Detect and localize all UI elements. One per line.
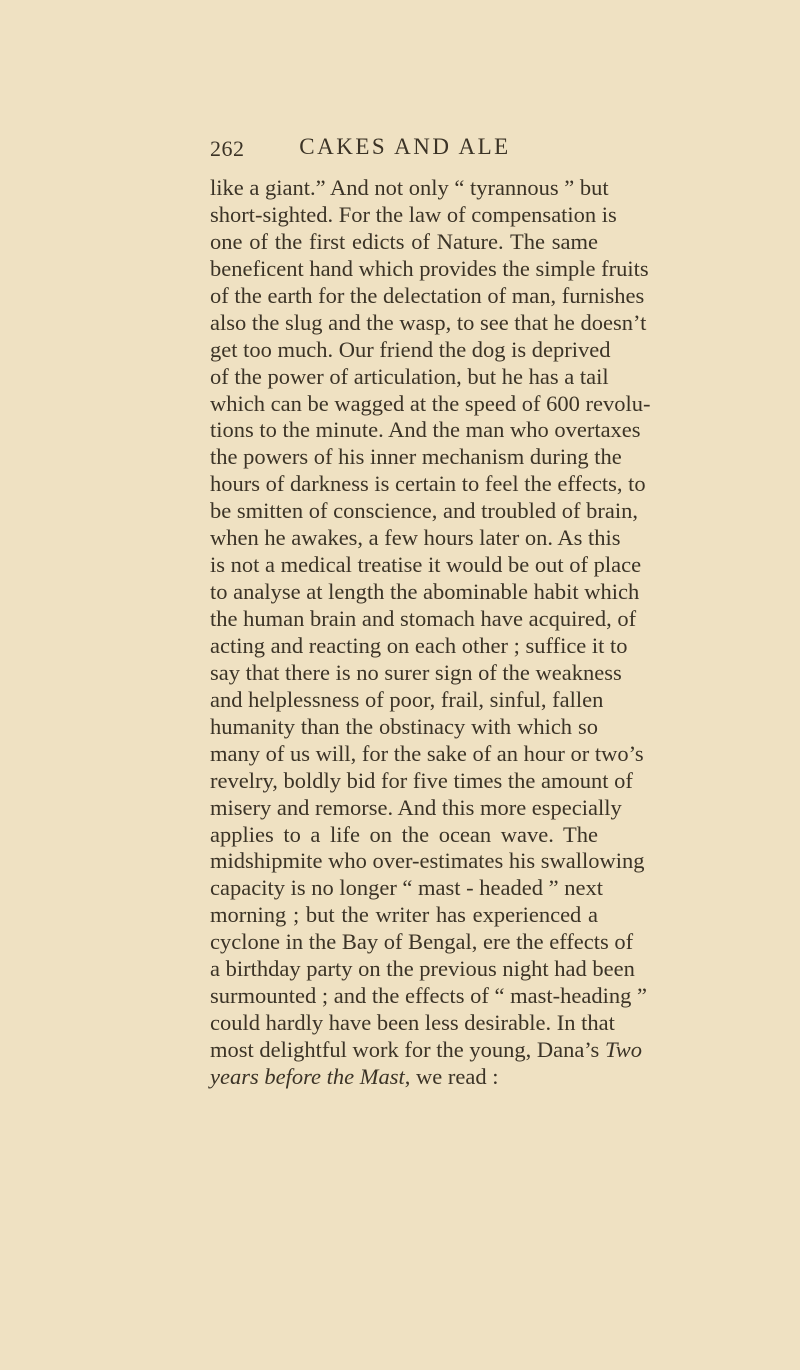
text-line: beneficent hand which provides the simple fruits xyxy=(210,255,649,281)
text-line: short-sighted. For the law of compensation is xyxy=(210,201,617,227)
book-title: years before the Mast xyxy=(210,1063,405,1089)
text-line: midshipmite who over-estimates his swallowing xyxy=(210,848,645,874)
text-line: the human brain and stomach have acquired, of xyxy=(210,606,637,631)
text-line: acting and reacting on each other ; suffice it to xyxy=(210,632,628,658)
book-title-fragment: Two xyxy=(599,1037,643,1062)
text-line: of the power of articulation, but he has a tail xyxy=(210,363,609,389)
text-line: surmounted ; and the effects of “ mast-heading ” xyxy=(210,983,647,1009)
text-line: get too much. Our friend the dog is deprived xyxy=(210,336,611,362)
text-line: which can be wagged at the speed of 600 revolu- xyxy=(210,390,651,416)
text-line: misery and remorse. And this more especially xyxy=(210,794,622,820)
text-line: revelry, boldly bid for five times the amount of xyxy=(210,767,633,793)
text-line: could hardly have been less desirable. In that xyxy=(210,1010,615,1036)
text-line: tions to the minute. And the man who overtaxes xyxy=(210,417,641,443)
text-line: one of the first edicts of Nature. The same xyxy=(210,228,598,254)
text-line: to analyse at length the abominable habit which xyxy=(210,579,640,605)
text-line: the powers of his inner mechanism during the xyxy=(210,444,622,470)
text-line: morning ; but the writer has experienced a xyxy=(210,902,598,928)
text-line: like a giant.” And not only “ tyrannous ” but xyxy=(210,175,609,200)
final-text-line xyxy=(210,1064,598,1091)
text-line: humanity than the obstinacy with which so xyxy=(210,713,598,739)
running-title: CAKES AND ALE xyxy=(299,134,511,159)
text-line: is not a medical treatise it would be out of place xyxy=(210,552,642,578)
text-line: and helplessness of poor, frail, sinful, fallen xyxy=(210,686,604,712)
text-line: of the earth for the delectation of man, furnishes xyxy=(210,282,645,308)
final-line-rest: , we read : xyxy=(404,1063,499,1089)
page-number: 262 xyxy=(210,136,245,161)
text-line: when he awakes, a few hours later on. As this xyxy=(210,525,621,551)
text-line: many of us will, for the sake of an hour or two’s xyxy=(210,740,644,766)
text-line: hours of darkness is certain to feel the effects, to xyxy=(210,471,646,497)
text-line: a birthday party on the previous night had been xyxy=(210,956,635,982)
body-text xyxy=(210,175,651,1091)
running-head xyxy=(210,134,600,168)
text-line: also the slug and the wasp, to see that he doesn’t xyxy=(210,309,647,335)
text-line: say that there is no surer sign of the weakness xyxy=(210,659,622,685)
text-line: capacity is no longer “ mast - headed ” next xyxy=(210,875,603,901)
text-line: be smitten of conscience, and troubled of brain, xyxy=(210,498,638,524)
text-line: applies to a life on the ocean wave. The xyxy=(210,821,598,847)
text-line: most delightful work for the young, Dana’s Two xyxy=(210,1037,643,1062)
text-line: cyclone in the Bay of Bengal, ere the effects of xyxy=(210,929,634,955)
